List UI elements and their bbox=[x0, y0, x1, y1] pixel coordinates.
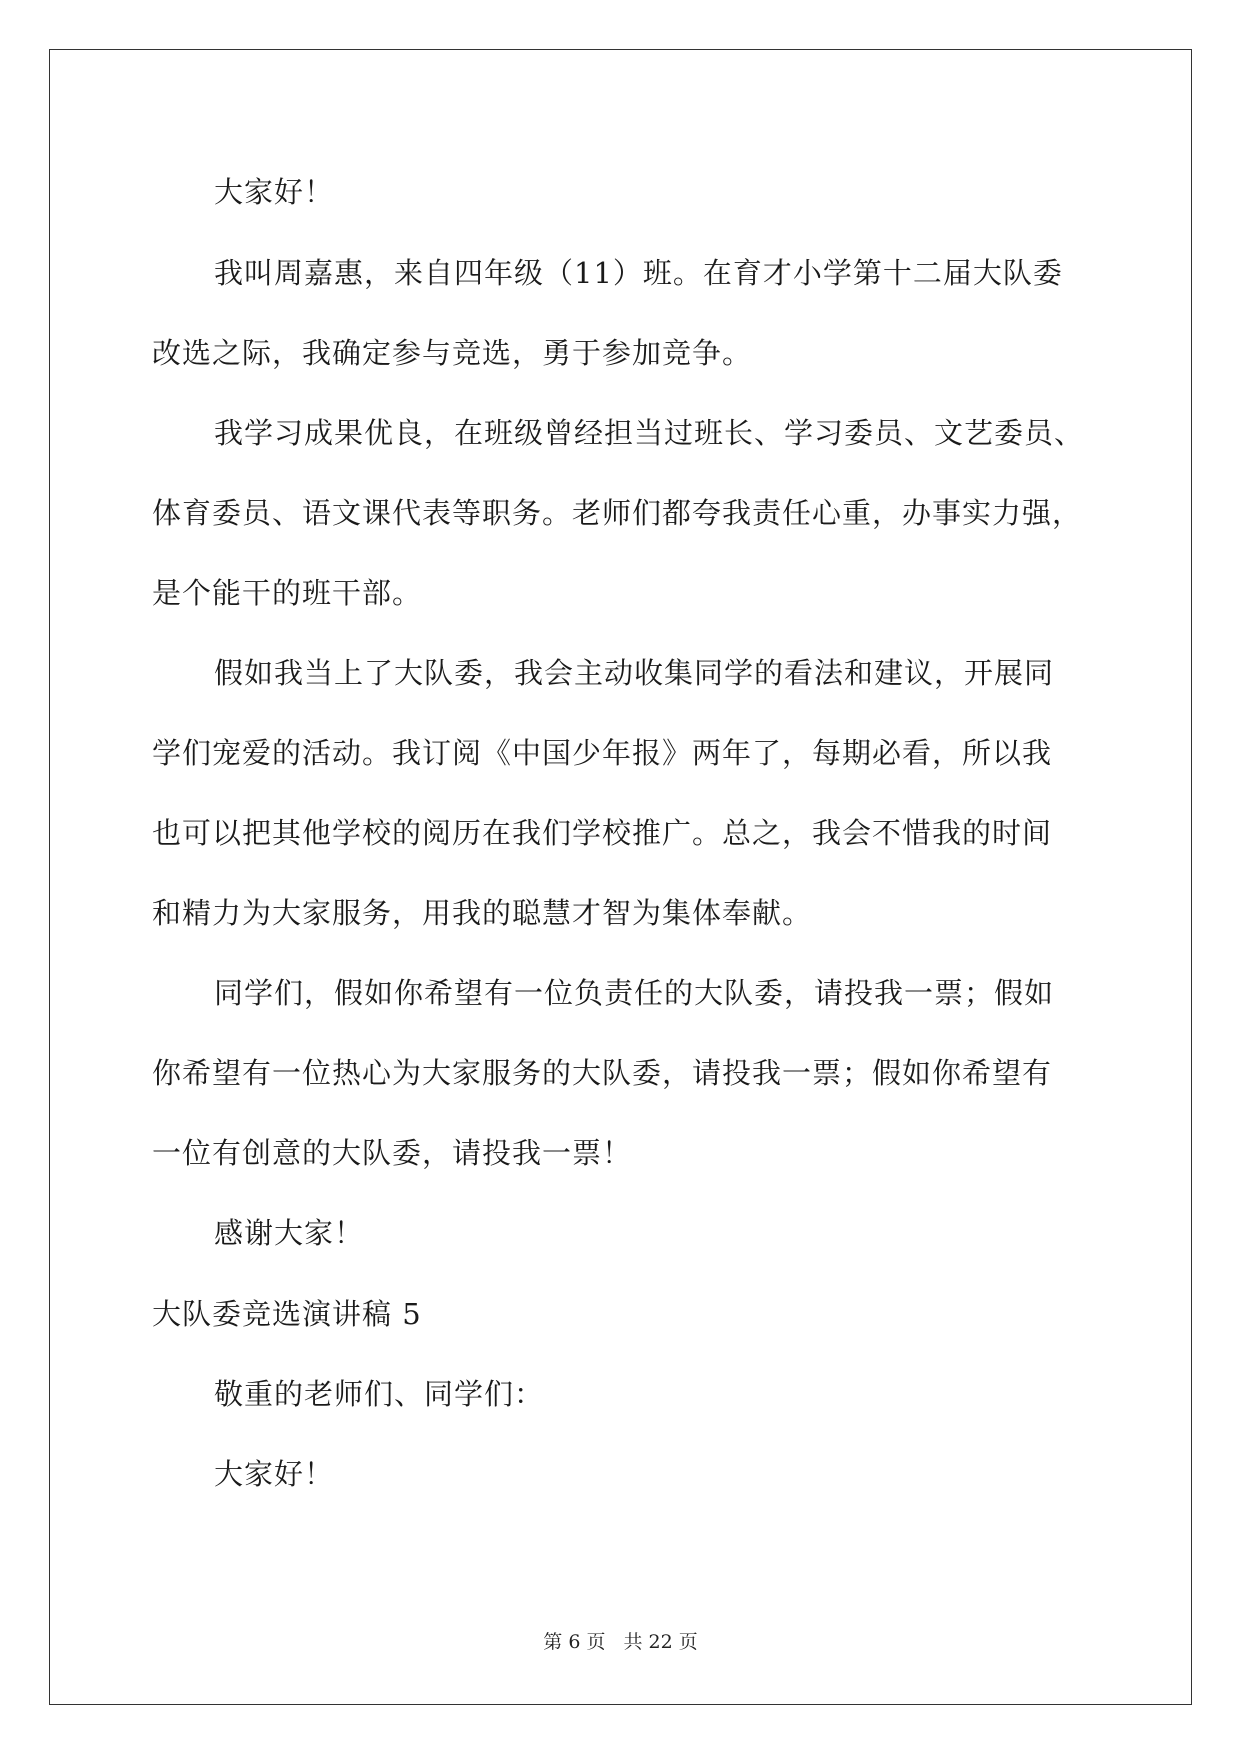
paragraph-line: 改选之际，我确定参与竞选，勇于参加竞争。 bbox=[152, 336, 753, 370]
paragraph-line: 同学们，假如你希望有一位负责任的大队委，请投我一票；假如 bbox=[214, 976, 1055, 1010]
paragraph-line: 我叫周嘉惠，来自四年级（11）班。在育才小学第十二届大队委 bbox=[214, 256, 1063, 290]
paragraph-line: 一位有创意的大队委，请投我一票！ bbox=[152, 1136, 633, 1170]
paragraph-line: 假如我当上了大队委，我会主动收集同学的看法和建议，开展同 bbox=[214, 656, 1055, 690]
paragraph-line: 学们宠爱的活动。我订阅《中国少年报》两年了，每期必看，所以我 bbox=[152, 736, 1053, 770]
page-number-current: 第 6 页 bbox=[543, 1631, 606, 1653]
paragraph-line: 也可以把其他学校的阅历在我们学校推广。总之，我会不惜我的时间 bbox=[152, 816, 1053, 850]
paragraph-line: 和精力为大家服务，用我的聪慧才智为集体奉献。 bbox=[152, 896, 813, 930]
greeting-line: 大家好！ bbox=[214, 175, 335, 209]
closing-line: 感谢大家！ bbox=[214, 1216, 365, 1250]
paragraph-line: 你希望有一位热心为大家服务的大队委，请投我一票；假如你希望有 bbox=[152, 1056, 1053, 1090]
page-number-total: 共 22 页 bbox=[623, 1631, 698, 1653]
paragraph-line: 体育委员、语文课代表等职务。老师们都夸我责任心重，办事实力强， bbox=[152, 496, 1083, 530]
salutation-line: 敬重的老师们、同学们： bbox=[214, 1377, 545, 1411]
greeting-line: 大家好！ bbox=[214, 1457, 335, 1491]
page-footer bbox=[0, 1630, 1241, 1654]
paragraph-line: 我学习成果优良，在班级曾经担当过班长、学习委员、文艺委员、 bbox=[214, 416, 1085, 450]
paragraph-line: 是个能干的班干部。 bbox=[152, 576, 423, 610]
section-heading: 大队委竞选演讲稿 5 bbox=[152, 1297, 422, 1331]
